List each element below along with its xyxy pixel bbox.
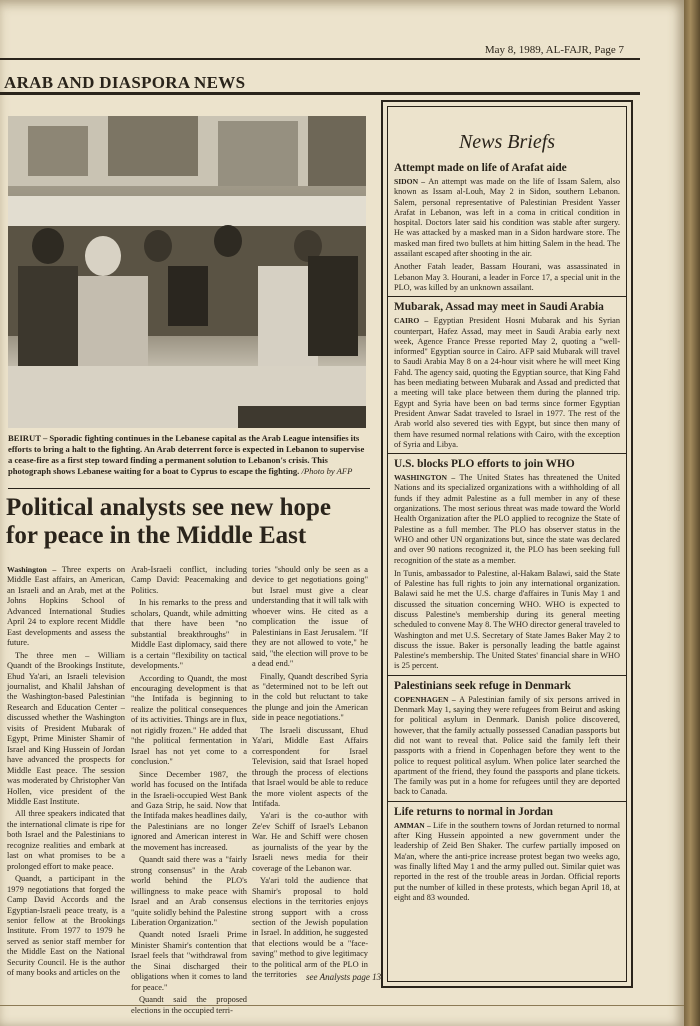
- story-paragraph: tories "should only be seen as a device to get negotiations going" but Israel must give a clear understanding that it will talk with whoever wins. He cited as a complication the issue of Palestinians in East Jerusalem. "If they are not allowed to vote," he said, "the election will prove to be a dead end.": [252, 565, 368, 669]
- story-paragraph: Arab-Israeli conflict, including Camp David: Peacemaking and Politics.: [131, 565, 247, 595]
- news-photo: [8, 116, 366, 428]
- main-headline: Political analysts see new hope for peace in the Middle East: [6, 494, 331, 549]
- brief-paragraph: COPENHAGEN – A Palestinian family of six persons arrived in Denmark May 1, saying they were refugees from Beirut and asking for political asylum in Denmark. Danish police discovered, however, that the family actually possessed Canadian passports but did not want to reveal that. Police said the family left their passports with a friend in Copenhagen before they went to the police to request political asylum. When police later searched the apartment of the friend, they found the passports and plane tickets. The family was put in a home for refugees until they are deported back to Canada.: [394, 694, 620, 797]
- story-paragraph: Ya'ari told the audience that Shamir's proposal to hold elections in the territories enjoys strong support with a cross section of the Jewish population in Israel. In addition, he suggested that elections would be a "face-saving" method to give legitimacy to the political arm of the PLO in the territories: [252, 876, 368, 980]
- story-column-3: [252, 565, 368, 983]
- folio: May 8, 1989, AL-FAJR, Page 7: [484, 44, 624, 56]
- bottom-edge: [0, 1005, 684, 1006]
- story-paragraph: Ya'ari is the co-author with Ze'ev Schiff of Israel's Lebanon War. He and Schiff were chosen as journalists of the year by the Israeli news media for their coverage of the Lebanon war.: [252, 811, 368, 873]
- story-paragraph: Quandt said the proposed elections in the occupied terri-: [131, 995, 247, 1015]
- section-title: ARAB AND DIASPORA NEWS: [4, 73, 246, 92]
- brief-item: [394, 301, 620, 450]
- brief-item: [394, 162, 620, 293]
- story-paragraph: Since December 1987, the world has focused on the Intifada in the Israeli-occupied West Bank and Gaza Strip, he said. Now that the Intifada makes headlines daily, the Palestinians are no longer ignored and American interest in the movement has increased.: [131, 769, 247, 852]
- continued-line: see Analysts page 13: [306, 972, 382, 982]
- story-paragraph: Quandt, a participant in the 1979 negotiations that forged the Camp David Accords and the Egyptian-Israeli peace treaty, is a senior fellow at the Brookings Institute. From 1977 to 1979 he served as senior staff member for the Middle East on the National Security Council. He is the author of many books and articles on the: [7, 874, 125, 978]
- brief-headline: Mubarak, Assad may meet in Saudi Arabia: [394, 301, 604, 314]
- story-paragraph: According to Quandt, the most encouraging development is that "the Intifada is beginning to realize the political consequences of its activities. Things are in flux, not rigidly frozen." He added that "the political fermentation in Israel has not yet come to a conclusion.": [131, 673, 247, 767]
- brief-divider: [388, 453, 626, 454]
- story-paragraph: Quandt said there was a "fairly strong consensus" in the Arab world behind the PLO's willingness to make peace with Israel and an Arab consensus "quite solidly behind the Palestine Liberation Organization.": [131, 855, 247, 927]
- brief-paragraph: Another Fatah leader, Bassam Hourani, was assassinated in Lebanon May 3. Hourani, a leader in Force 17, a special unit in the PLO, was killed by an unknown assailant.: [394, 262, 620, 292]
- story-paragraph: Quandt noted Israeli Prime Minister Shamir's contention that Israel feels that "withdrawal from the Sinai discharged their obligations when it comes to land for peace.": [131, 930, 247, 992]
- brief-paragraph: SIDON – An attempt was made on the life of Issam Salem, also known as Issam al-Louh, May 2 in Sidon, southern Lebanon. Salem, personal representative of Palestinian President Yasser Arafat in Lebanon, was left in a coma in critical condition in hospital. Doctors later said his condition was stable after surgery. He was attacked by a masked man in a Sidon hardware store. The masked man fired two bullets at him hitting Salem in the head. The assailant escaped after shooting in the air.: [394, 177, 620, 259]
- story-paragraph: Finally, Quandt described Syria as "determined not to be left out in the cold but reluctant to take the plunge and join the American side in peace negotiations.": [252, 671, 368, 723]
- top-rule: [0, 58, 640, 60]
- news-briefs-title: News Briefs: [458, 131, 556, 153]
- news-briefs-inner: [387, 106, 627, 982]
- story-paragraph: Washington – Three experts on Middle East affairs, an American, an Israeli and an Arab, met at the Johns Hopkins School of Advanced International Studies April 24 to explore recent Middle East developments and assess the future.: [7, 565, 126, 648]
- headline-rule: [8, 488, 370, 489]
- story-column-2: [131, 565, 247, 1018]
- section-rule: [0, 92, 640, 95]
- brief-paragraph: CAIRO – Egyptian President Hosni Mubarak and his Syrian counterpart, Hafez Assad, may meet in Saudi Arabia early next week, Agence France Presse reported May 2, quoting a "well-informed" Egyptian source in Cairo. AFP said Mubarak will travel to Saudi Arabia May 8 on a 24-hour visit where he will meet King Fahd. The agency said, quoting the Egyptian source, that King Fahd has been mediating between Mubarak and Assad and predicted that a meeting will take place between them during the planned trip. Egypt and Syria have been on bad terms since former Egyptian President Anwar Sadat traveled to Israel in 1977. The rest of the Arab world also severed ties with Egypt, but since then many of them have resumed normal relations with Cairo, with the exception of Syria and Libya.: [394, 316, 620, 449]
- brief-headline: Palestinians seek refuge in Denmark: [394, 679, 571, 692]
- brief-paragraph: In Tunis, ambassador to Palestine, al-Hakam Balawi, said the State of Palestine has full rights to join any international organization. Balawi said he met the U.S. charge d'affaires in Tunis May 1 and discussed the situation concerning WHO. WHO is expected to discuss Palestine's membership during its general meeting scheduled to convene May 8. The WHO director general traveled to Washington and met U.S. Secretary of State James Baker May 2 to discuss the issue. Baker is personally leading the battle against Palestine's membership. The United States' financial share in WHO is 25 percent.: [394, 568, 620, 671]
- story-paragraph: All three speakers indicated that the international climate is ripe for both Israel and the Palestinians to recognize realities and embark at last on what promises to be a prolonged effort to make peace.: [7, 809, 125, 871]
- page-binding: [684, 0, 700, 1026]
- brief-headline: U.S. blocks PLO efforts to join WHO: [394, 458, 575, 471]
- brief-paragraph: WASHINGTON – The United States has threatened the United Nations and its specialized organizations with a withholding of all funds if they admit Palestine as a full member in any of these organizations. The most serious threat was made toward the World Health Organization after the PLO applied to recognize the State of Palestine as a full member. The PLO has observer status in the WHO and other UN organizations but, since the state was declared and over 90 nations recognized it, the PLO has been seeking full recognition of the state as a member.: [394, 473, 620, 565]
- story-column-1: [7, 565, 125, 981]
- brief-divider: [388, 296, 626, 297]
- brief-headline: Life returns to normal in Jordan: [394, 805, 553, 818]
- brief-paragraph: AMMAN – Life in the southern towns of Jordan returned to normal after King Hussein appointed a new government under the leadership of Zeid Ben Shaker. The curfew partially imposed on Ma'an, where the anti-price increase protest began two weeks ago, was finally lifted May 1 and the army pulled out. Similar quiet was reported in the rest of the trouble areas in Jordan. Official reports put the number of killed in these protests, which began April 18, at eight and 83 wounded.: [394, 820, 620, 902]
- brief-headline: Attempt made on life of Arafat aide: [394, 162, 567, 174]
- story-paragraph: The three men – William Quandt of the Brookings Institute, Ehud Ya'ari, an Israeli television journalist, and Khalil Jahshan of the Washington-based Palestinian Research and Education Center – discussed whether the Washington visits of President Mubarak of Egypt, Prime Minister Shamir of Israel and King Hussein of Jordan have advanced the prospects for Middle East peace. The session was moderated by Christopher Van Hollen, vice president of the Middle East Institute.: [7, 650, 125, 806]
- crowd-illustration: [8, 116, 366, 428]
- story-paragraph: In his remarks to the press and scholars, Quandt, while admitting that there have been "no substantial breakthroughs" in Middle East diplomacy, said there is a certain "flexibility on tactical developments.": [131, 598, 247, 671]
- brief-divider: [388, 801, 626, 802]
- photo-caption: BEIRUT – Sporadic fighting continues in the Lebanese capital as the Arab League intensifies its efforts to bring a halt to the fighting. An Arab deterrent force is expected in Lebanon to supervise a cease-fire as a first step toward finding a permanent solution to Lebanon's crisis. This photograph shows Lebanese waiting for a boat to Cyprus to escape the fighting. /Photo by AFP: [8, 433, 365, 476]
- brief-divider: [388, 675, 626, 676]
- brief-item: [394, 680, 620, 798]
- news-briefs-box: [381, 100, 633, 988]
- story-paragraph: The Israeli discussant, Ehud Ya'ari, Middle East Affairs correspondent for Israel Television, said that Israel hoped through the process of elections that Israel would be able to reduce the more violent aspects of the Intifada.: [252, 725, 368, 808]
- brief-item: [394, 458, 620, 672]
- brief-item: [394, 806, 620, 903]
